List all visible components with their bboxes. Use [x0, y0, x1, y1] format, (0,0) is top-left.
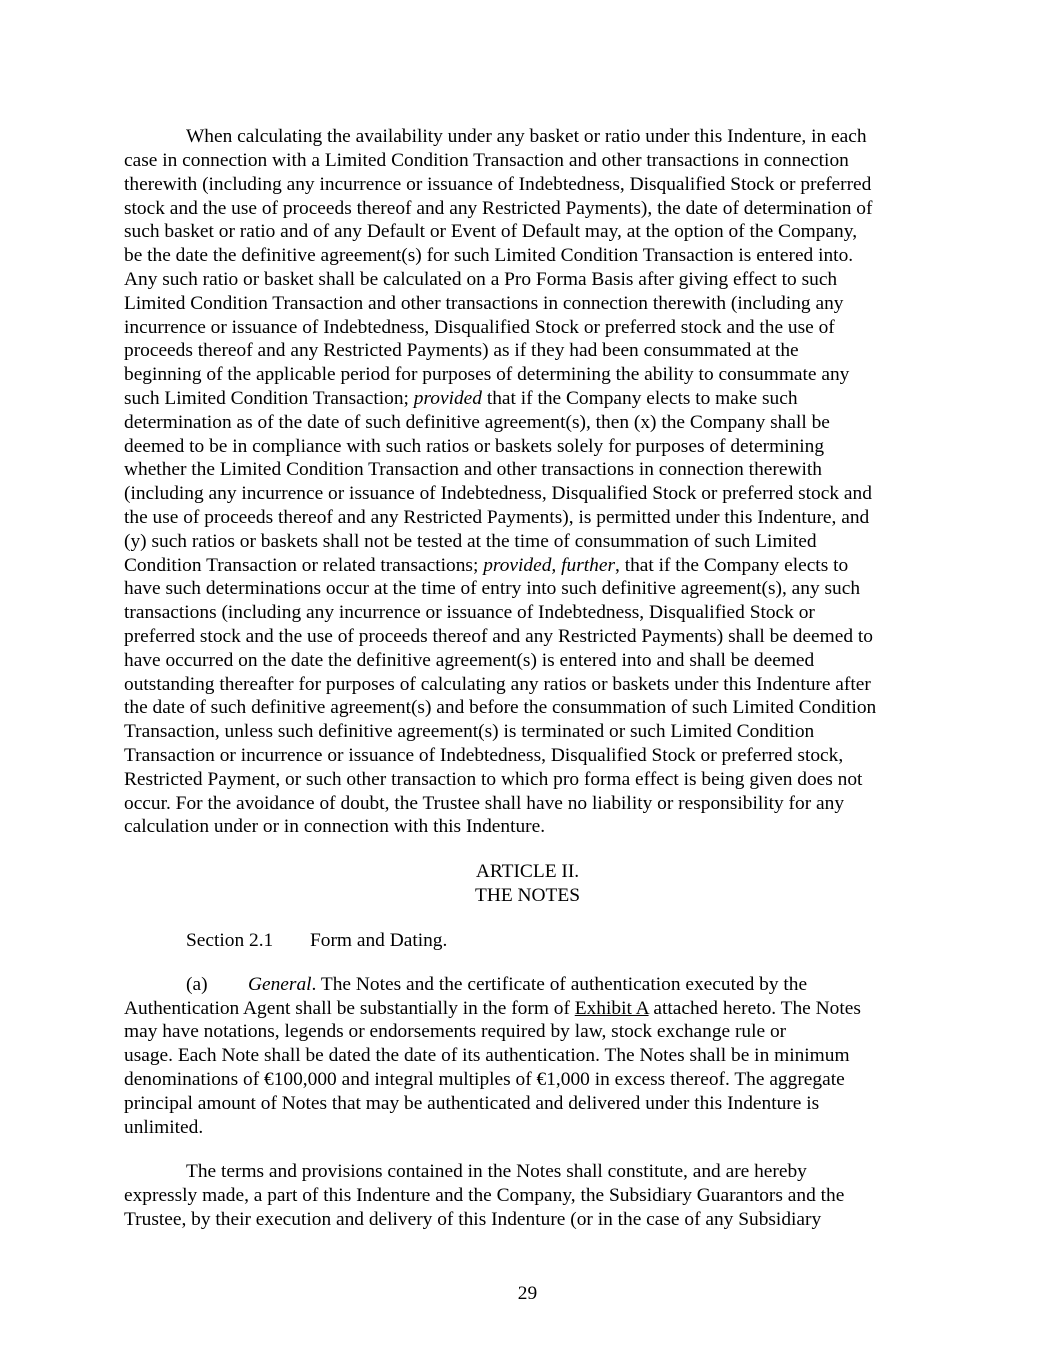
text-span: such Limited Condition Transaction;: [124, 388, 414, 409]
text-line: incurrence or issuance of Indebtedness, Disqualified Stock or preferred stock and the use of: [124, 317, 835, 338]
text-line: Limited Condition Transaction and other transactions in connection therewith (including any: [124, 293, 844, 314]
text-line: have occurred on the date the definitive agreement(s) is entered into and shall be deemed: [124, 650, 815, 671]
text-line: usage. Each Note shall be dated the date of its authentication. The Notes shall be in minimum: [124, 1045, 850, 1066]
text-line: calculation under or in connection with this Indenture.: [124, 816, 546, 837]
text-line: deemed to be in compliance with such ratios or baskets solely for purposes of determining: [124, 436, 825, 457]
text-line: the use of proceeds thereof and any Restricted Payments), is permitted under this Indenture, and: [124, 507, 870, 528]
italic-provided: provided: [413, 388, 482, 409]
text-line: outstanding thereafter for purposes of calculating any ratios or baskets under this Indenture after: [124, 674, 871, 695]
text-line: (including any incurrence or issuance of Indebtedness, Disqualified Stock or preferred stock and: [124, 483, 872, 504]
text-line: case in connection with a Limited Condition Transaction and other transactions in connection: [124, 150, 849, 171]
text-span: , that if the Company elects to: [615, 555, 849, 576]
text-line: preferred stock and the use of proceeds thereof and any Restricted Payments) shall be deemed to: [124, 626, 873, 647]
text-line: denominations of €100,000 and integral multiples of €1,000 in excess thereof. The aggregate: [124, 1069, 845, 1090]
text-line: [124, 387, 798, 411]
section-heading: [186, 929, 447, 953]
text-line: (y) such ratios or baskets shall not be tested at the time of consummation of such Limited: [124, 531, 817, 552]
italic-provided-further: provided, further: [483, 555, 615, 576]
text-line: may have notations, legends or endorsements required by law, stock exchange rule or: [124, 1021, 787, 1042]
text-span: that if the Company elects to make such: [482, 388, 798, 409]
text-line: Trustee, by their execution and delivery of this Indenture (or in the case of any Subsidiary: [124, 1209, 822, 1230]
page-number: 29: [517, 1283, 538, 1304]
text-line: beginning of the applicable period for purposes of determining the ability to consummate any: [124, 364, 850, 385]
text-line: Transaction or incurrence or issuance of Indebtedness, Disqualified Stock or preferred stock,: [124, 745, 844, 766]
text-span: . The Notes and the certificate of authentication executed by the: [311, 974, 808, 995]
text-line: [186, 973, 807, 997]
text-line: When calculating the availability under any basket or ratio under this Indenture, in each: [186, 126, 867, 147]
text-line: Any such ratio or basket shall be calculated on a Pro Forma Basis after giving effect to such: [124, 269, 838, 290]
section-number: Section 2.1: [186, 930, 274, 951]
text-line: The terms and provisions contained in the Notes shall constitute, and are hereby: [186, 1161, 807, 1182]
text-line: be the date the definitive agreement(s) for such Limited Condition Transaction is entered into.: [124, 245, 854, 266]
text-line: [124, 554, 848, 578]
text-line: principal amount of Notes that may be authenticated and delivered under this Indenture is: [124, 1093, 820, 1114]
text-line: have such determinations occur at the time of entry into such definitive agreement(s), any such: [124, 578, 861, 599]
text-line: determination as of the date of such definitive agreement(s), then (x) the Company shall be: [124, 412, 830, 433]
subsection-label: (a): [186, 974, 208, 995]
text-line: the date of such definitive agreement(s) and before the consummation of such Limited Condition: [124, 697, 877, 718]
text-span: attached hereto. The Notes: [648, 998, 861, 1019]
text-line: Transaction, unless such definitive agreement(s) is terminated or such Limited Condition: [124, 721, 815, 742]
text-line: whether the Limited Condition Transaction and other transactions in connection therewith: [124, 459, 822, 480]
text-line: occur. For the avoidance of doubt, the Trustee shall have no liability or responsibility for any: [124, 793, 845, 814]
text-line: stock and the use of proceeds thereof and any Restricted Payments), the date of determination of: [124, 198, 873, 219]
text-line: [124, 997, 861, 1021]
text-line: Restricted Payment, or such other transaction to which pro forma effect is being given does not: [124, 769, 863, 790]
subsection-heading: General: [248, 974, 312, 995]
text-line: transactions (including any incurrence or issuance of Indebtedness, Disqualified Stock or: [124, 602, 815, 623]
text-line: therewith (including any incurrence or issuance of Indebtedness, Disqualified Stock or preferred: [124, 174, 872, 195]
article-title: THE NOTES: [474, 885, 581, 906]
text-span: Authentication Agent shall be substantially in the form of: [124, 998, 575, 1019]
section-title: Form and Dating.: [310, 930, 448, 951]
text-line: such basket or ratio and of any Default or Event of Default may, at the option of the Company,: [124, 221, 858, 242]
text-span: Condition Transaction or related transactions;: [124, 555, 484, 576]
text-line: proceeds thereof and any Restricted Payments) as if they had been consummated at the: [124, 340, 799, 361]
text-line: unlimited.: [124, 1117, 204, 1138]
text-line: expressly made, a part of this Indenture and the Company, the Subsidiary Guarantors and the: [124, 1185, 845, 1206]
exhibit-a-reference: Exhibit A: [574, 998, 649, 1019]
article-number: ARTICLE II.: [475, 861, 580, 882]
